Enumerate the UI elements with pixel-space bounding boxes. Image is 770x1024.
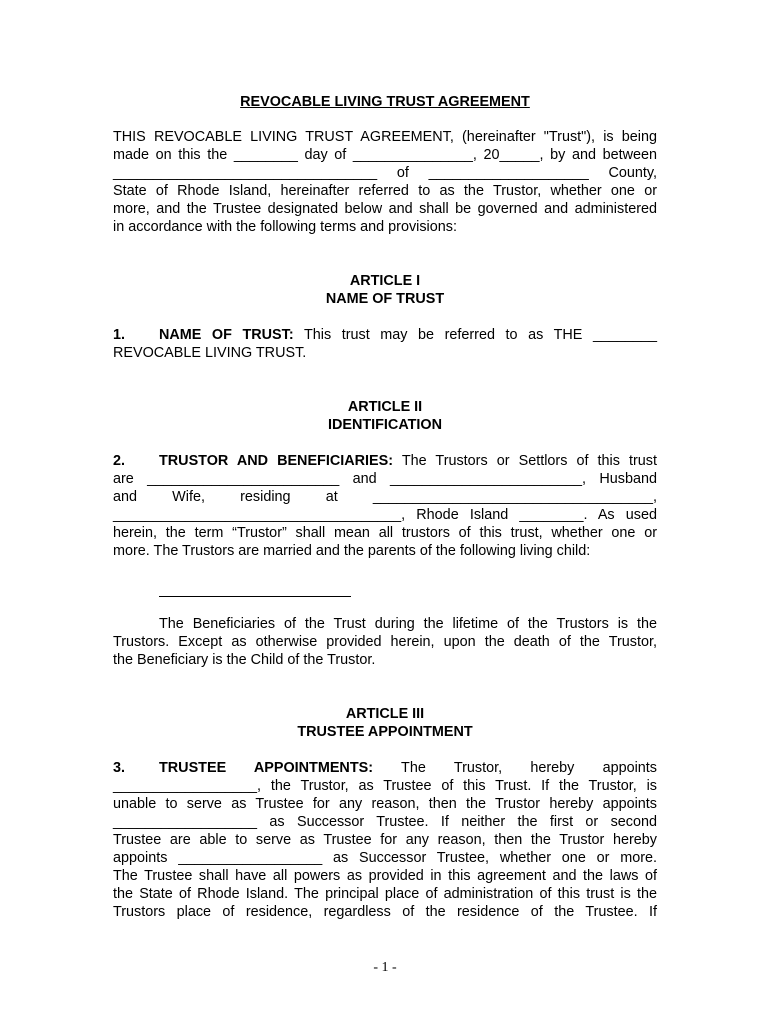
section-3-line: the State of Rhode Island. The principal place of administration of this trust is the bbox=[113, 886, 657, 902]
section-3-line: __________________, the Trustor, as Trustee of this Trust. If the Trustor, is bbox=[113, 778, 657, 794]
intro-line: State of Rhode Island, hereinafter referred to as the Trustor, whether one or bbox=[113, 183, 657, 199]
intro-line: in accordance with the following terms and provisions: bbox=[113, 219, 457, 235]
article-2-section bbox=[113, 452, 657, 560]
intro-line: made on this the ________ day of _______________, 20_____, by and between bbox=[113, 147, 657, 163]
article-1-subheading: NAME OF TRUST bbox=[325, 291, 445, 307]
article-1-heading: ARTICLE I bbox=[349, 273, 421, 289]
section-1-line bbox=[113, 326, 657, 344]
section-2-text: The Trustors or Settlors of this trust bbox=[401, 453, 657, 469]
section-3-line: appoints __________________ as Successor Trustee, whether one or more. bbox=[113, 850, 657, 866]
page-number: - 1 - bbox=[373, 960, 397, 975]
article-2-heading: ARTICLE II bbox=[347, 399, 423, 415]
beneficiaries-line: Trustors. Except as otherwise provided herein, upon the death of the Trustor, bbox=[113, 634, 657, 650]
article-3-subheading: TRUSTEE APPOINTMENT bbox=[297, 724, 473, 740]
intro-paragraph bbox=[113, 128, 657, 236]
section-3-line: Trustee are able to serve as Trustee for any reason, then the Trustor hereby bbox=[113, 832, 657, 848]
section-3-title: TRUSTEE APPOINTMENTS: bbox=[159, 760, 374, 776]
section-2-line: more. The Trustors are married and the parents of the following living child: bbox=[113, 543, 591, 559]
section-3-line: Trustors place of residence, regardless of the residence of the Trustee. If bbox=[113, 904, 657, 920]
section-3-line: __________________ as Successor Trustee. If neither the first or second bbox=[113, 814, 657, 830]
section-3-line: unable to serve as Trustee for any reason, then the Trustor hereby appoints bbox=[113, 796, 657, 812]
section-2-line bbox=[113, 452, 657, 470]
child-name-blank-line bbox=[159, 578, 351, 597]
article-2-subheading: IDENTIFICATION bbox=[327, 417, 443, 433]
section-3-number: 3. bbox=[113, 760, 126, 776]
article-3-section bbox=[113, 759, 657, 921]
section-2-line: ____________________________________, Rhode Island ________. As used bbox=[113, 507, 657, 523]
section-2-line: are ________________________ and ________________________, Husband bbox=[113, 471, 657, 487]
section-2-line: and Wife, residing at ___________________________________, bbox=[113, 489, 657, 505]
section-2-line: herein, the term “Trustor” shall mean all trustors of this trust, whether one or bbox=[113, 525, 657, 541]
section-1-number: 1. bbox=[113, 327, 126, 343]
intro-line: _________________________________ of ____________________ County, bbox=[113, 165, 657, 181]
document-title: REVOCABLE LIVING TRUST AGREEMENT bbox=[240, 94, 530, 110]
beneficiaries-line: The Beneficiaries of the Trust during the lifetime of the Trustors is the bbox=[159, 616, 657, 632]
section-3-text: The Trustor, hereby appoints bbox=[401, 760, 658, 776]
section-2-title: TRUSTOR AND BENEFICIARIES: bbox=[159, 453, 394, 469]
section-3-line bbox=[113, 759, 657, 777]
section-1-text: This trust may be referred to as THE ________ bbox=[303, 327, 657, 343]
article-1-section bbox=[113, 326, 657, 362]
section-3-line: The Trustee shall have all powers as provided in this agreement and the laws of bbox=[113, 868, 657, 884]
document-page bbox=[113, 93, 657, 921]
section-2-number: 2. bbox=[113, 453, 126, 469]
intro-line: more, and the Trustee designated below and shall be governed and administered bbox=[113, 201, 657, 217]
beneficiaries-line: the Beneficiary is the Child of the Trustor. bbox=[113, 652, 376, 668]
section-1-line: REVOCABLE LIVING TRUST. bbox=[113, 345, 307, 361]
article-3-heading: ARTICLE III bbox=[345, 706, 425, 722]
section-1-title: NAME OF TRUST: bbox=[159, 327, 294, 343]
beneficiaries-paragraph bbox=[113, 615, 657, 669]
intro-line: THIS REVOCABLE LIVING TRUST AGREEMENT, (hereinafter "Trust"), is being bbox=[113, 129, 657, 145]
